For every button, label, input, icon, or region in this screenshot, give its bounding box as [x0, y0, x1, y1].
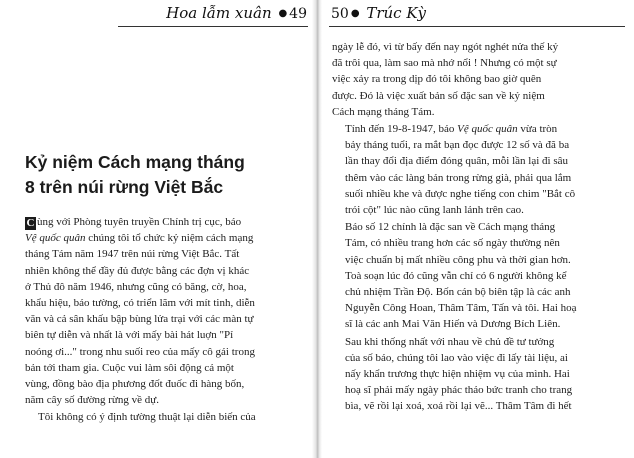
- right-page-number: 50: [331, 6, 349, 22]
- text-line: nhiên không thể đầy đủ được bằng các đợn vị khác: [25, 264, 250, 277]
- chapter-title-line: 8 trên núi rừng Việt Bắc: [25, 177, 224, 197]
- text-line: Báo số 12 chính là đặc san về Cách mạng tháng: [345, 221, 556, 234]
- drop-cap: C: [26, 217, 35, 229]
- text-line: Toà soạn lúc đó cũng vẫn chỉ có 6 người không kể: [345, 269, 567, 282]
- left-paragraph: [25, 214, 307, 408]
- text-line: biên tự diễn và nhất là với mấy bài hát luợn "Pỉ: [25, 329, 234, 342]
- left-running-head: [166, 4, 307, 26]
- text-line: vùng, đồng bào địa phương đốt đuốc đi hàng bốn,: [25, 378, 245, 391]
- text-line: Sau khi thống nhất với nhau về chủ đề tư tưởng: [345, 335, 555, 348]
- text-line: việc chuẩn bị mất nhiều công phu và thời gian hơn.: [345, 253, 571, 266]
- right-header-bullet: ●: [350, 8, 360, 19]
- right-body-text: [332, 39, 610, 416]
- text-line: hoạ sĩ phải mấy ngày phác thảo bức tranh cho trang: [345, 384, 573, 397]
- text-line: trói cột" lúc nào cũng lanh lảnh trên cao.: [345, 204, 524, 217]
- chapter-title-line: Kỷ niệm Cách mạng tháng: [25, 152, 245, 172]
- text-line: khẩu hiệu, báo tường, có triển lãm với mít tinh, diễn: [25, 297, 255, 310]
- text-line: nấy khẩn trương thực hiện nhiệm vụ của mình. Hai: [345, 368, 570, 381]
- newspaper-name: Vệ quốc quân: [457, 123, 518, 136]
- left-book-title: Hoa lẫm xuân: [166, 4, 272, 22]
- left-paragraph: [25, 409, 307, 425]
- text-line: sĩ là các anh Mai Văn Hiến và Dương Bích Liên.: [345, 318, 561, 331]
- text-line: Cách mạng tháng Tám.: [332, 105, 435, 118]
- newspaper-name: Vệ quốc quân: [25, 232, 86, 245]
- right-running-head: [331, 4, 426, 26]
- text-line: bảy tháng tuổi, ra mắt bạn đọc được 12 số và đã ba: [345, 139, 570, 152]
- left-header-rule: [118, 26, 308, 27]
- text-line: bìa, vẽ rồi lại xoá, xoá rồi lại vẽ... Thâm Tâm đi hết: [345, 400, 572, 413]
- right-paragraph: [332, 121, 610, 218]
- text-line: noóng ơi..." trong nhu suối reo của mấy cô gái trong: [25, 345, 255, 358]
- text-line: Tôi không có ý định tường thuật lại diễn biến của: [38, 411, 256, 424]
- text-line: ngày lễ đó, vì từ bấy đến nay ngót nghét nửa thế kỷ: [332, 41, 559, 53]
- text-line: tháng Tám năm 1947 trên núi rừng Việt Bắc. Tất: [25, 248, 240, 261]
- text-line: thêm vào các làng bản trong rừng già, phải qua lắm: [345, 171, 572, 184]
- text-line: của số báo, chúng tôi lao vào việc đi lấy tài liệu, ai: [345, 351, 568, 364]
- text-line: ở Thủ đô năm 1946, nhưng cũng có băng, cờ, hoa,: [25, 280, 247, 293]
- left-page-number: 49: [289, 6, 307, 22]
- text-line: Nguyễn Công Hoan, Thâm Tâm, Tấn và tôi. Hai hoạ: [345, 302, 577, 315]
- text-line-content: ùng với Phòng tuyên truyền Chính trị cục, báo: [37, 216, 242, 228]
- right-author-name: Trúc Kỳ: [366, 4, 427, 22]
- right-paragraph: [332, 219, 610, 332]
- text-line: [25, 214, 307, 230]
- text-line: Tám, có nhiều trang hơn các số ngày thường nên: [345, 237, 560, 250]
- left-body-text: [25, 214, 307, 427]
- text-line: Vệ quốc quân chúng tôi tổ chức kỷ niệm cách mạng: [25, 232, 254, 245]
- chapter-title: [25, 150, 305, 200]
- right-paragraph: [332, 39, 610, 120]
- text-line: lần thay đổi địa điểm đóng quân, mỗi lần lại đi sâu: [345, 155, 569, 168]
- text-line: đã trôi qua, làm sao mà nhớ nổi ! Nhưng có một sự: [332, 57, 557, 70]
- text-line: năm cây số đường rừng về dự.: [25, 394, 159, 407]
- text-line: chủ nhiệm Trần Độ. Bốn cán bộ biên tập là các anh: [345, 286, 571, 299]
- right-paragraph: [332, 334, 610, 415]
- text-line: bản tới tham gia. Cuộc vui làm sôi động cả một: [25, 361, 234, 374]
- text-line: suối nhiều khe và được nghe tiếng con chim "Bắt cô: [345, 187, 576, 200]
- text-line: được. Đó là việc xuất bản số đặc san về kỷ niệm: [332, 89, 545, 102]
- right-header-rule: [329, 26, 625, 27]
- text-line: văn và cả sân khấu bập bùng lửa trại với các màn tự: [25, 313, 254, 326]
- text-line: Tính đến 19-8-1947, báo Vệ quốc quân vừa tròn: [345, 123, 558, 136]
- text-line: việc xảy ra trong dịp đó tôi không bao giờ quên: [332, 73, 542, 86]
- left-header-bullet: ●: [278, 8, 288, 19]
